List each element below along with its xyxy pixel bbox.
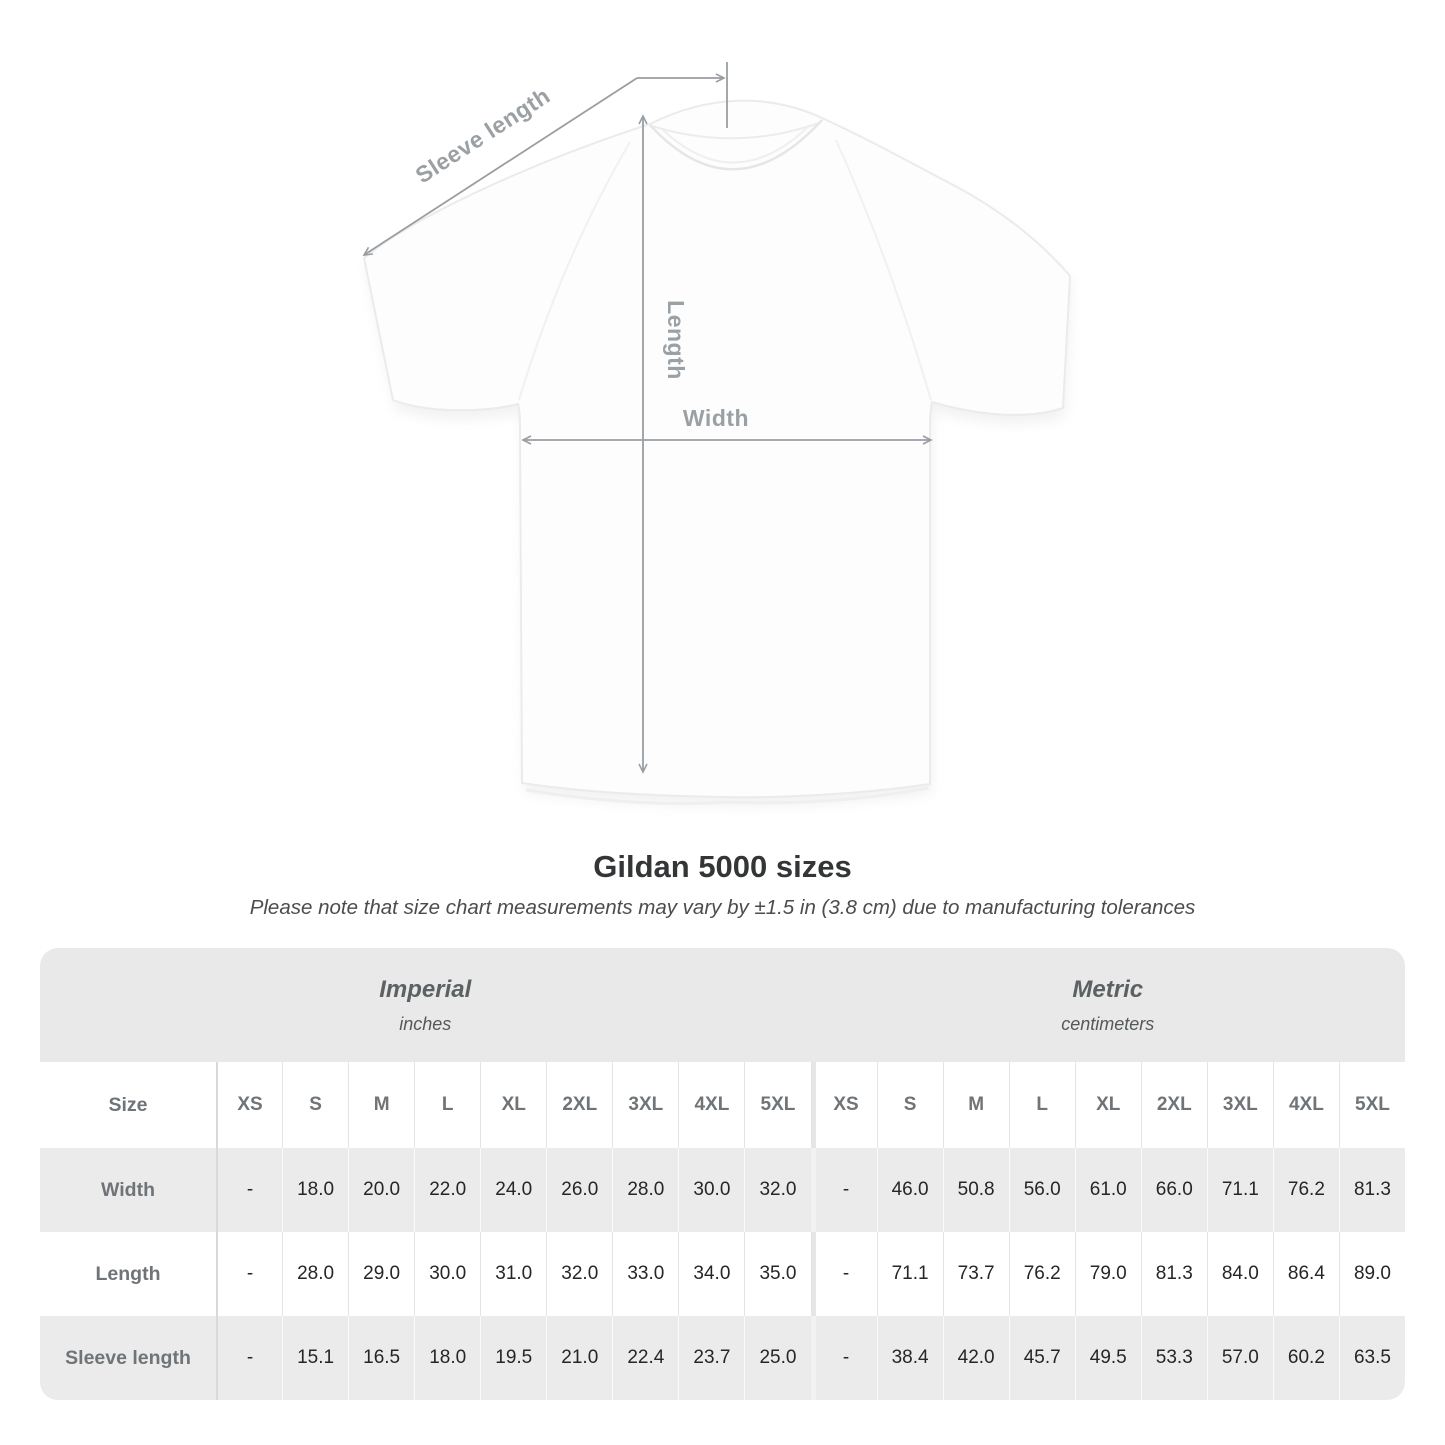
- table-cell: 18.0: [414, 1316, 480, 1400]
- table-cell: 26.0: [546, 1148, 612, 1232]
- table-cell: 86.4: [1273, 1232, 1339, 1316]
- col-header-imperial-5xl: 5XL: [744, 1062, 810, 1148]
- col-header-imperial-2xl: 2XL: [546, 1062, 612, 1148]
- imperial-unit: inches: [399, 1013, 452, 1034]
- table-cell: 16.5: [348, 1316, 414, 1400]
- table-cell: 25.0: [744, 1316, 810, 1400]
- table-cell: -: [216, 1148, 282, 1232]
- table-cell: 24.0: [480, 1148, 546, 1232]
- col-header-imperial-xs: XS: [216, 1062, 282, 1148]
- col-header-metric-xl: XL: [1075, 1062, 1141, 1148]
- table-cell: 61.0: [1075, 1148, 1141, 1232]
- table-cell: -: [811, 1232, 877, 1316]
- col-header-metric-m: M: [943, 1062, 1009, 1148]
- col-header-imperial-s: S: [282, 1062, 348, 1148]
- table-cell: 66.0: [1141, 1148, 1207, 1232]
- col-header-imperial-xl: XL: [480, 1062, 546, 1148]
- table-cell: 81.3: [1339, 1148, 1405, 1232]
- col-header-metric-xs: XS: [811, 1062, 877, 1148]
- table-cell: -: [216, 1316, 282, 1400]
- table-cell: 28.0: [282, 1232, 348, 1316]
- group-header-imperial: [40, 948, 811, 1062]
- table-cell: 22.0: [414, 1148, 480, 1232]
- row-label-sleeve-length: Sleeve length: [40, 1316, 216, 1400]
- table-cell: 32.0: [744, 1148, 810, 1232]
- metric-label: Metric: [1072, 975, 1144, 1003]
- page-subtitle: Please note that size chart measurements may vary by ±1.5 in (3.8 cm) due to manufacturing tolerances: [249, 896, 1196, 919]
- table-cell: 30.0: [678, 1148, 744, 1232]
- page-title: Gildan 5000 sizes: [593, 849, 852, 884]
- col-header-imperial-4xl: 4XL: [678, 1062, 744, 1148]
- table-cell: 42.0: [943, 1316, 1009, 1400]
- table-cell: 35.0: [744, 1232, 810, 1316]
- imperial-label: Imperial: [379, 975, 472, 1003]
- table-cell: 28.0: [612, 1148, 678, 1232]
- table-cell: 89.0: [1339, 1232, 1405, 1316]
- tshirt-silhouette: [364, 101, 1070, 798]
- row-label-length: Length: [40, 1232, 216, 1316]
- table-cell: 21.0: [546, 1316, 612, 1400]
- table-cell: 46.0: [877, 1148, 943, 1232]
- metric-unit: centimeters: [1061, 1013, 1155, 1034]
- col-header-imperial-3xl: 3XL: [612, 1062, 678, 1148]
- table-cell: 76.2: [1009, 1232, 1075, 1316]
- table-cell: 20.0: [348, 1148, 414, 1232]
- col-header-metric-s: S: [877, 1062, 943, 1148]
- table-cell: 15.1: [282, 1316, 348, 1400]
- col-header-metric-4xl: 4XL: [1273, 1062, 1339, 1148]
- table-cell: 79.0: [1075, 1232, 1141, 1316]
- table-cell: 29.0: [348, 1232, 414, 1316]
- col-header-imperial-m: M: [348, 1062, 414, 1148]
- table-cell: 38.4: [877, 1316, 943, 1400]
- size-table: [40, 948, 1405, 1400]
- table-cell: 33.0: [612, 1232, 678, 1316]
- col-header-imperial-l: L: [414, 1062, 480, 1148]
- table-cell: 34.0: [678, 1232, 744, 1316]
- table-cell: 30.0: [414, 1232, 480, 1316]
- table-cell: 53.3: [1141, 1316, 1207, 1400]
- table-cell: 22.4: [612, 1316, 678, 1400]
- table-cell: -: [811, 1148, 877, 1232]
- table-cell: 63.5: [1339, 1316, 1405, 1400]
- table-cell: 73.7: [943, 1232, 1009, 1316]
- group-header-metric: [811, 948, 1406, 1062]
- table-cell: 84.0: [1207, 1232, 1273, 1316]
- table-cell: 50.8: [943, 1148, 1009, 1232]
- table-cell: 32.0: [546, 1232, 612, 1316]
- col-header-metric-3xl: 3XL: [1207, 1062, 1273, 1148]
- table-cell: -: [811, 1316, 877, 1400]
- length-label: Length: [663, 300, 689, 380]
- width-label: Width: [682, 405, 750, 431]
- table-cell: 57.0: [1207, 1316, 1273, 1400]
- table-cell: 23.7: [678, 1316, 744, 1400]
- col-header-metric-5xl: 5XL: [1339, 1062, 1405, 1148]
- row-label-width: Width: [40, 1148, 216, 1232]
- table-cell: 19.5: [480, 1316, 546, 1400]
- table-cell: 31.0: [480, 1232, 546, 1316]
- table-cell: 71.1: [1207, 1148, 1273, 1232]
- table-cell: 49.5: [1075, 1316, 1141, 1400]
- corner-header-size: Size: [40, 1062, 216, 1148]
- table-cell: 18.0: [282, 1148, 348, 1232]
- table-cell: 60.2: [1273, 1316, 1339, 1400]
- col-header-metric-l: L: [1009, 1062, 1075, 1148]
- table-cell: 45.7: [1009, 1316, 1075, 1400]
- table-cell: 76.2: [1273, 1148, 1339, 1232]
- table-cell: 56.0: [1009, 1148, 1075, 1232]
- sleeve-length-label: Sleeve length: [410, 82, 555, 189]
- table-cell: 71.1: [877, 1232, 943, 1316]
- table-cell: -: [216, 1232, 282, 1316]
- col-header-metric-2xl: 2XL: [1141, 1062, 1207, 1148]
- table-cell: 81.3: [1141, 1232, 1207, 1316]
